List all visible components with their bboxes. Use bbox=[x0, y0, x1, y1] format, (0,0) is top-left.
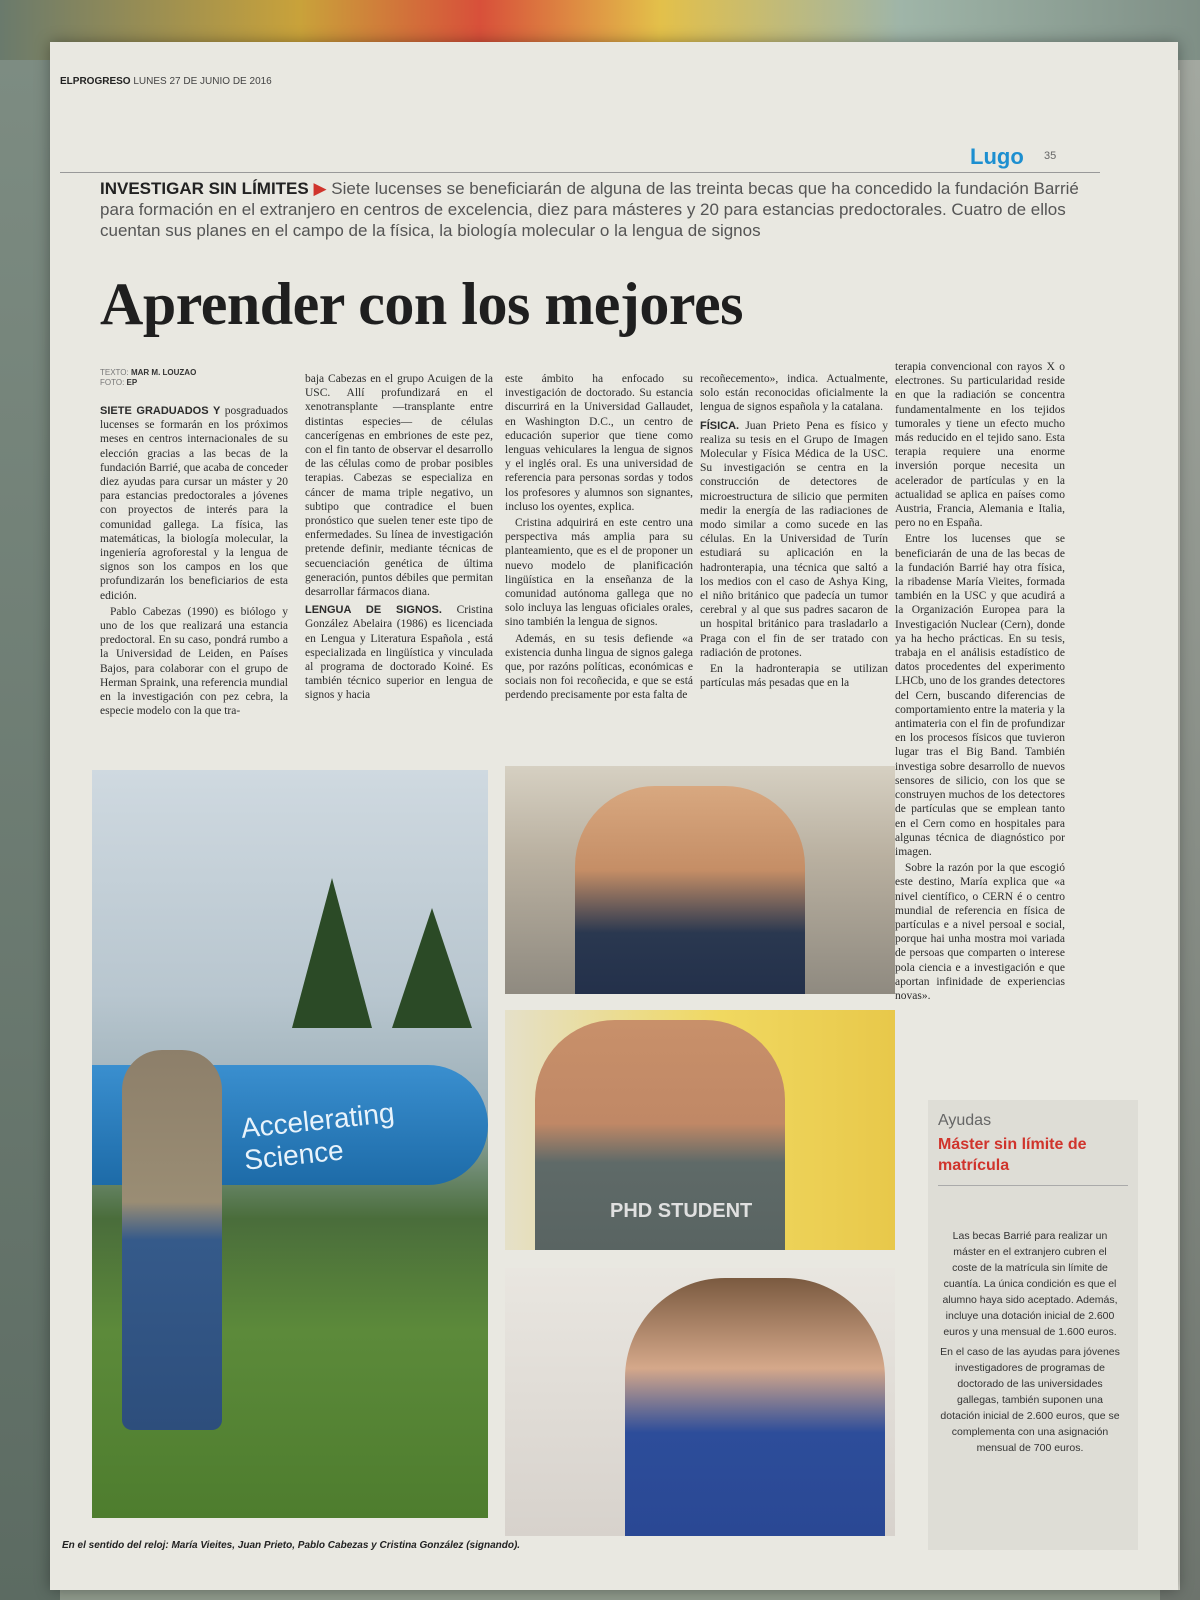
header-rule bbox=[60, 172, 1100, 173]
article-column-1 bbox=[100, 404, 288, 720]
kicker-text: Siete lucenses se beneficiarán de alguna de las treinta becas que ha concedido la fundación Barrié para formación en el extranjero en centros de excelencia, diez para másteres y 20 para estancias predoctorales. Cuatro de ellos cuentan sus planes en el campo de la física, la biología molecular o la lengua de signos bbox=[100, 179, 1079, 240]
byline-text-author: MAR M. LOUZAO bbox=[130, 368, 197, 377]
paragraph: Las becas Barrié para realizar un máster en el extranjero cubren el coste de la matrícula sin límite de cuantía. La única condición es que el alumno haya sido aceptado. Además, incluye una dotación inicial de 2.600 euros y una mensual de 1.600 euros. bbox=[942, 1230, 1118, 1338]
photo-caption: En el sentido del reloj: María Vieites, Juan Prieto, Pablo Cabezas y Cristina González (signando). bbox=[62, 1540, 521, 1551]
photo-cristina-gonzalez bbox=[505, 1268, 895, 1536]
byline bbox=[100, 368, 196, 388]
person-silhouette bbox=[122, 1050, 222, 1430]
tree-shape bbox=[292, 878, 372, 1028]
paper-name: ELPROGRESO bbox=[60, 76, 131, 87]
issue-date: LUNES 27 DE JUNIO DE 2016 bbox=[133, 76, 272, 87]
shirt-lettering: PHD STUDENT bbox=[610, 1200, 753, 1222]
sidebar-rule bbox=[938, 1185, 1128, 1186]
paragraph: baja Cabezas en el grupo Acuigen de la USC. Allí profundizará en el xenotransplante —transplante entre distintas especies— de células cancerígenas en embriones de este pez, con el fin tanto de observar el desarrollo de las células como de probar posibles terapias. Cabezas se especializa en cáncer de mama triple negativo, un subtipo que contradice el buen pronóstico que suelen tener este tipo de enfermedades. Su línea de investigación pretende definir, mediante técnicas de secuenciación genética de última generación, puntos débiles que permitan desarrollar fármacos diana. bbox=[305, 373, 493, 599]
kicker-arrow-icon: ▶ bbox=[313, 179, 327, 198]
paragraph: posgraduados lucenses se formarán en los próximos meses en centros internacionales de su elección gracias a las becas de la fundación Barrié, que acaba de conceder diez ayudas para cursar un máster y 20 para estancias predoctorales a jóvenes con proyectos de interés para la comunidad gallega. La física, las matemáticas, la biología molecular, la ingeniería agroforestal y la lengua de signos son los campos en los que profundizarán los beneficiarios de esta edición. bbox=[100, 405, 288, 602]
photo-juan-prieto bbox=[505, 766, 895, 994]
paragraph: Sobre la razón por la que escogió este destino, María explica que «a nivel científico, o CERN é o centro mundial de referencia en física de partículas e a nivel persoal e social, porque hai unha mostra moi variada de persoas que comparten o interese pola ciencia e a investigación e que aportan infinidade de experiencias novas». bbox=[895, 862, 1065, 1002]
paragraph: Cristina adquirirá en este centro una perspectiva más amplia para su planteamiento, que es el de proponer un nuevo modelo de planificación lingüística en la enseñanza de la comunidad autónoma gallega que no solo incluya las lenguas oficiales orales, sino también la lengua de signos. bbox=[505, 517, 693, 629]
sidebar-text bbox=[940, 1228, 1120, 1460]
subhead: LENGUA DE SIGNOS. bbox=[305, 604, 442, 617]
byline-photo-author: EP bbox=[126, 378, 138, 387]
article-column-5 bbox=[895, 360, 1065, 1005]
person-silhouette bbox=[625, 1278, 885, 1536]
paragraph: En la hadronterapia se utilizan partículas más pesadas que en la bbox=[700, 663, 888, 690]
page-number: 35 bbox=[1044, 150, 1057, 162]
paragraph: En el caso de las ayudas para jóvenes investigadores de programas de doctorado de las universidades gallegas, también suponen una dotación inicial de 2.600 euros, que se complementa con una asignación mensual de 700 euros. bbox=[940, 1346, 1120, 1454]
paragraph: recoñecemento», indica. Actualmente, solo están reconocidas oficialmente la lengua de signos española y la catalana. bbox=[700, 373, 888, 414]
sidebar-title: Máster sin límite de matrícula bbox=[938, 1136, 1087, 1174]
article-column-4 bbox=[700, 372, 888, 692]
section-name: Lugo bbox=[970, 144, 1024, 169]
paragraph: Entre los lucenses que se beneficiarán de una de las becas de la fundación Barrié hay otra física, la ribadense María Vieites, formada también en la USC y que acudirá a la Organización Europea para la Investigación Nuclear (Cern), donde ya ha hecho prácticas. En su tesis, trabaja en el análisis estadístico de datos procedentes del experimento LHCb, uno de los grandes detectores del Cern, buscando diferencias de comportamiento entre la materia y la antimateria con el fin de profundizar en los procesos físicos que tuvieron lugar tras el Big Band. También investiga sobre desarrollo de nuevos sensores de silicio, con los que se construyen muchos de los detectores de partículas que se emplean tanto en el Cern como en hospitales para algunas técnica de diagnóstico por imagen. bbox=[895, 533, 1065, 858]
lead-in: SIETE GRADUADOS Y bbox=[100, 405, 221, 417]
page-header bbox=[60, 76, 272, 87]
article-column-2 bbox=[305, 372, 493, 705]
paragraph: este ámbito ha enfocado su investigación de doctorado. Su estancia discurrirá en la Universidad Gallaudet, en Washington D.C., un centro de educación superior que tiene como lenguas vehiculares la lengua de signos y el inglés oral. Es una universidad de referencia para personas sordas y todos los profesores y alumnos son signantes, incluso los oyentes, explica. bbox=[505, 373, 693, 513]
person-silhouette bbox=[575, 786, 805, 994]
paragraph: Juan Prieto Pena es físico y realiza su tesis en el Grupo de Imagen Molecular y Física Médica de la USC. Su investigación se centra en la construcción de detectores de microestructura de silicio que permiten medir la energía de las radiaciones de modo similar a como sucede en las células. En la Universidad de Turín estudiará su aplicación en la hadronterapia, una técnica que saltó a los medios con el caso de Ashya King, el niño británico que padecía un tumor cerebral y al que sus padres sacaron de un hospital británico para trasladarlo a Praga con el fin de ser tratado con radiación de protones. bbox=[700, 419, 888, 659]
kicker-label: INVESTIGAR SIN LÍMITES bbox=[100, 179, 309, 198]
subhead: FÍSICA. bbox=[700, 419, 740, 432]
headline: Aprender con los mejores bbox=[100, 271, 743, 337]
paragraph: Cristina González Abelaira (1986) es licenciada en Lengua y Literatura Española , está especializada en lingüística y vinculada al programa de doctorado Koiné. Es también técnico superior en lengua de signos y hacia bbox=[305, 604, 493, 702]
sidebar-label: Ayudas bbox=[938, 1112, 992, 1129]
tree-shape bbox=[392, 908, 472, 1028]
byline-photo-label: FOTO: bbox=[100, 378, 125, 387]
kicker bbox=[100, 178, 1100, 241]
paragraph: Además, en su tesis defiende «a existencia dunha lingua de signos galega que, por razóns políticas, económicas e sociais non foi recoñecida, e que se está perdendo precisamente por esta falta de bbox=[505, 632, 693, 702]
tube-lettering: Accelerating Science bbox=[239, 1096, 396, 1176]
byline-text-label: TEXTO: bbox=[100, 368, 129, 377]
paragraph: terapia convencional con rayos X o electrones. Su particularidad reside en que la radiación se concentra fundamentalmente en los tejidos tumorales y tiene un efecto mucho más reducido en el tejido sano. Esta terapia requiere una enorme inversión porque necesita un acelerador de partículas y en la actualidad se aplica en países como Austria, Francia, Alemania e Italia, pero no en España. bbox=[895, 361, 1065, 530]
paragraph: Pablo Cabezas (1990) es biólogo y uno de los que realizará una estancia predoctoral. En su caso, pondrá rumbo a la Universidad de Leiden, en Países Bajos, para colaborar con el grupo de Herman Spraink, una referencia mundial en la investigación con pez cebra, la especie modelo con la que tra- bbox=[100, 605, 288, 718]
article-column-3 bbox=[505, 372, 693, 705]
photo-maria-vieites bbox=[92, 770, 488, 1518]
photo-pablo-cabezas bbox=[505, 1010, 895, 1250]
